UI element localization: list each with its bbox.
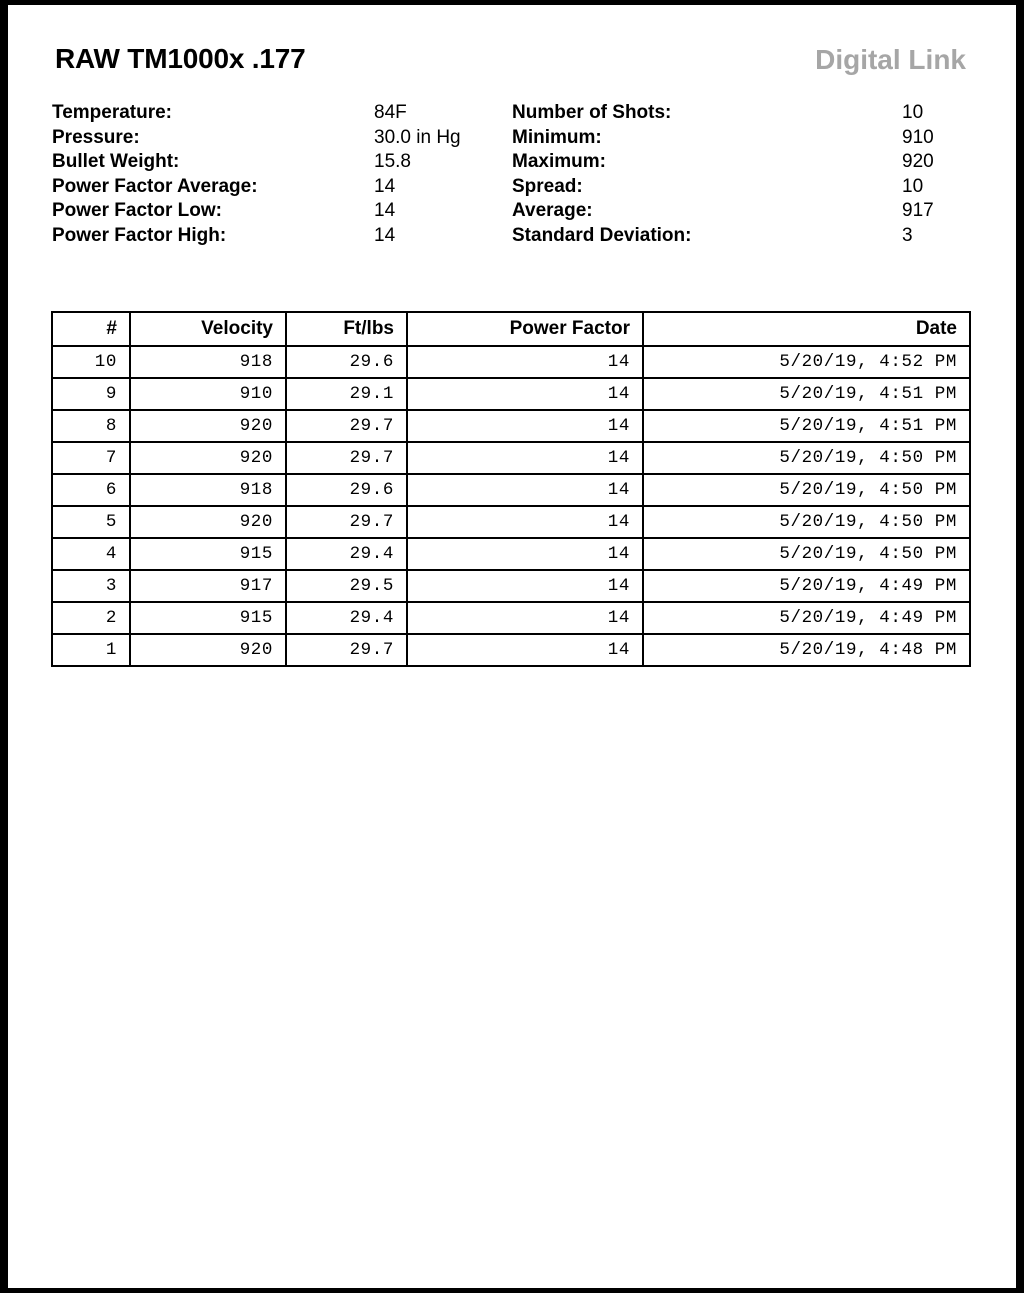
stat-value: 920 (902, 151, 934, 173)
cell-date: 5/20/19, 4:48 PM (643, 634, 970, 666)
cell-velocity: 920 (130, 410, 286, 442)
cell-power-factor: 14 (407, 506, 643, 538)
cell-date: 5/20/19, 4:52 PM (643, 346, 970, 378)
table-row (52, 346, 970, 378)
cell-ftlbs: 29.6 (286, 474, 407, 506)
table-row (52, 378, 970, 410)
cell-number: 6 (52, 474, 130, 506)
cell-ftlbs: 29.6 (286, 346, 407, 378)
cell-number: 8 (52, 410, 130, 442)
table-row (52, 570, 970, 602)
cell-velocity: 915 (130, 602, 286, 634)
cell-number: 7 (52, 442, 130, 474)
stat-value: 3 (902, 224, 913, 246)
stat-bullet-weight (52, 150, 461, 175)
cell-number: 10 (52, 346, 130, 378)
cell-ftlbs: 29.1 (286, 378, 407, 410)
cell-ftlbs: 29.4 (286, 602, 407, 634)
stat-label: Number of Shots: (512, 102, 672, 123)
cell-ftlbs: 29.7 (286, 506, 407, 538)
stat-value: 15.8 (374, 151, 411, 173)
table-row (52, 474, 970, 506)
cell-number: 3 (52, 570, 130, 602)
stat-label: Average: (512, 200, 593, 222)
cell-number: 9 (52, 378, 130, 410)
cell-power-factor: 14 (407, 538, 643, 570)
cell-power-factor: 14 (407, 442, 643, 474)
cell-power-factor: 14 (407, 346, 643, 378)
stats-right-panel (512, 101, 934, 249)
cell-velocity: 915 (130, 538, 286, 570)
stat-average (512, 199, 934, 224)
column-header-ftlbs: Ft/lbs (286, 312, 407, 346)
stat-standard-deviation (512, 224, 934, 249)
table-header-row (52, 312, 970, 346)
cell-velocity: 918 (130, 474, 286, 506)
cell-number: 2 (52, 602, 130, 634)
stat-value: 84F (374, 102, 407, 123)
stat-spread (512, 175, 934, 200)
table-row (52, 506, 970, 538)
cell-date: 5/20/19, 4:50 PM (643, 474, 970, 506)
stat-label: Power Factor Low: (52, 200, 222, 222)
cell-ftlbs: 29.5 (286, 570, 407, 602)
stat-power-factor-high (52, 224, 461, 249)
stat-label: Minimum: (512, 126, 602, 148)
column-header-velocity: Velocity (130, 312, 286, 346)
stat-minimum (512, 126, 934, 151)
stat-label: Temperature: (52, 102, 173, 123)
cell-velocity: 920 (130, 442, 286, 474)
column-header-number: # (52, 312, 130, 346)
cell-velocity: 920 (130, 506, 286, 538)
cell-velocity: 910 (130, 378, 286, 410)
stat-value: 14 (374, 224, 396, 246)
cell-date: 5/20/19, 4:50 PM (643, 442, 970, 474)
table-row (52, 634, 970, 666)
stat-power-factor-average (52, 175, 461, 200)
cell-velocity: 918 (130, 346, 286, 378)
cell-velocity: 917 (130, 570, 286, 602)
cell-date: 5/20/19, 4:51 PM (643, 378, 970, 410)
cell-ftlbs: 29.4 (286, 538, 407, 570)
cell-power-factor: 14 (407, 378, 643, 410)
cell-date: 5/20/19, 4:50 PM (643, 506, 970, 538)
table-row (52, 602, 970, 634)
cell-ftlbs: 29.7 (286, 410, 407, 442)
stat-label: Spread: (512, 175, 583, 197)
stat-temperature (52, 101, 461, 126)
table-row (52, 538, 970, 570)
cell-date: 5/20/19, 4:51 PM (643, 410, 970, 442)
cell-velocity: 920 (130, 634, 286, 666)
report-title: RAW TM1000x .177 (55, 43, 306, 74)
shots-table (51, 311, 971, 667)
cell-number: 5 (52, 506, 130, 538)
stat-value: 14 (374, 175, 396, 197)
stat-value: 917 (902, 200, 934, 222)
stat-label: Pressure: (52, 126, 140, 148)
stat-label: Maximum: (512, 151, 606, 173)
cell-power-factor: 14 (407, 634, 643, 666)
cell-ftlbs: 29.7 (286, 442, 407, 474)
stat-label: Power Factor Average: (52, 175, 258, 197)
stat-value: 14 (374, 200, 396, 222)
cell-number: 1 (52, 634, 130, 666)
cell-date: 5/20/19, 4:50 PM (643, 538, 970, 570)
stat-value: 910 (902, 126, 934, 148)
report-page (8, 5, 1016, 1288)
cell-power-factor: 14 (407, 410, 643, 442)
cell-date: 5/20/19, 4:49 PM (643, 602, 970, 634)
column-header-power-factor: Power Factor (407, 312, 643, 346)
stat-label: Power Factor High: (52, 224, 227, 246)
column-header-date: Date (643, 312, 970, 346)
stat-power-factor-low (52, 199, 461, 224)
brand-label: Digital Link (815, 44, 966, 75)
cell-power-factor: 14 (407, 570, 643, 602)
table-row (52, 442, 970, 474)
cell-ftlbs: 29.7 (286, 634, 407, 666)
stat-number-of-shots (512, 101, 934, 126)
stat-label: Standard Deviation: (512, 224, 692, 246)
stat-value: 10 (902, 175, 924, 197)
cell-power-factor: 14 (407, 602, 643, 634)
stat-value: 10 (902, 102, 924, 123)
cell-number: 4 (52, 538, 130, 570)
stats-left-panel (52, 101, 461, 249)
stat-pressure (52, 126, 461, 151)
cell-power-factor: 14 (407, 474, 643, 506)
stat-maximum (512, 150, 934, 175)
cell-date: 5/20/19, 4:49 PM (643, 570, 970, 602)
table-row (52, 410, 970, 442)
stat-label: Bullet Weight: (52, 151, 180, 173)
stat-value: 30.0 in Hg (374, 126, 461, 148)
